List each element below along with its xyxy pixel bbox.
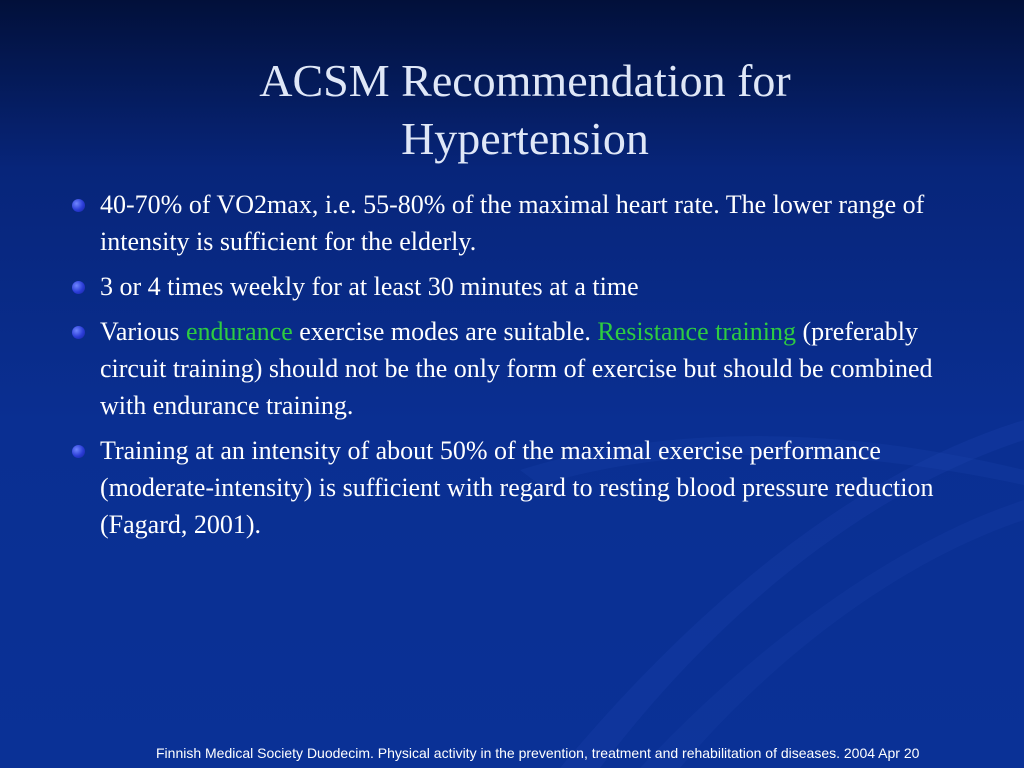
bullet-item-4 bbox=[68, 432, 958, 543]
highlight-resistance-training: Resistance training bbox=[597, 317, 796, 346]
bullet-text-3-part-1: Various bbox=[100, 317, 186, 346]
slide-title bbox=[150, 52, 900, 168]
bullet-text-2: 3 or 4 times weekly for at least 30 minutes at a time bbox=[100, 272, 639, 301]
footer-citation: Finnish Medical Society Duodecim. Physical activity in the prevention, treatment and rehabilitation of diseases. 2004 Apr 20 bbox=[156, 745, 920, 761]
title-line-2: Hypertension bbox=[401, 113, 649, 164]
bullet-text-1: 40-70% of VO2max, i.e. 55-80% of the maximal heart rate. The lower range of intensity is sufficient for the elderly. bbox=[100, 190, 925, 256]
bullet-text-3-part-2: exercise modes are suitable. bbox=[292, 317, 598, 346]
bullet-text-4: Training at an intensity of about 50% of the maximal exercise performance (moderate-intensity) is sufficient with regard to resting blood pressure reduction (Fagard, 2001). bbox=[100, 436, 934, 539]
bullet-dot-icon bbox=[72, 445, 85, 458]
highlight-endurance: endurance bbox=[185, 317, 293, 346]
bullet-list bbox=[68, 186, 958, 551]
bullet-item-2 bbox=[68, 268, 958, 305]
bullet-dot-icon bbox=[72, 199, 85, 212]
bullet-item-3 bbox=[68, 313, 958, 424]
title-line-1: ACSM Recommendation for bbox=[259, 55, 791, 106]
bullet-dot-icon bbox=[72, 326, 85, 339]
bullet-dot-icon bbox=[72, 281, 85, 294]
bullet-text-3-part-3: (preferably circuit training) should not be the only form of exercise but should be combined with endurance training. bbox=[100, 317, 933, 420]
bullet-item-1 bbox=[68, 186, 958, 260]
